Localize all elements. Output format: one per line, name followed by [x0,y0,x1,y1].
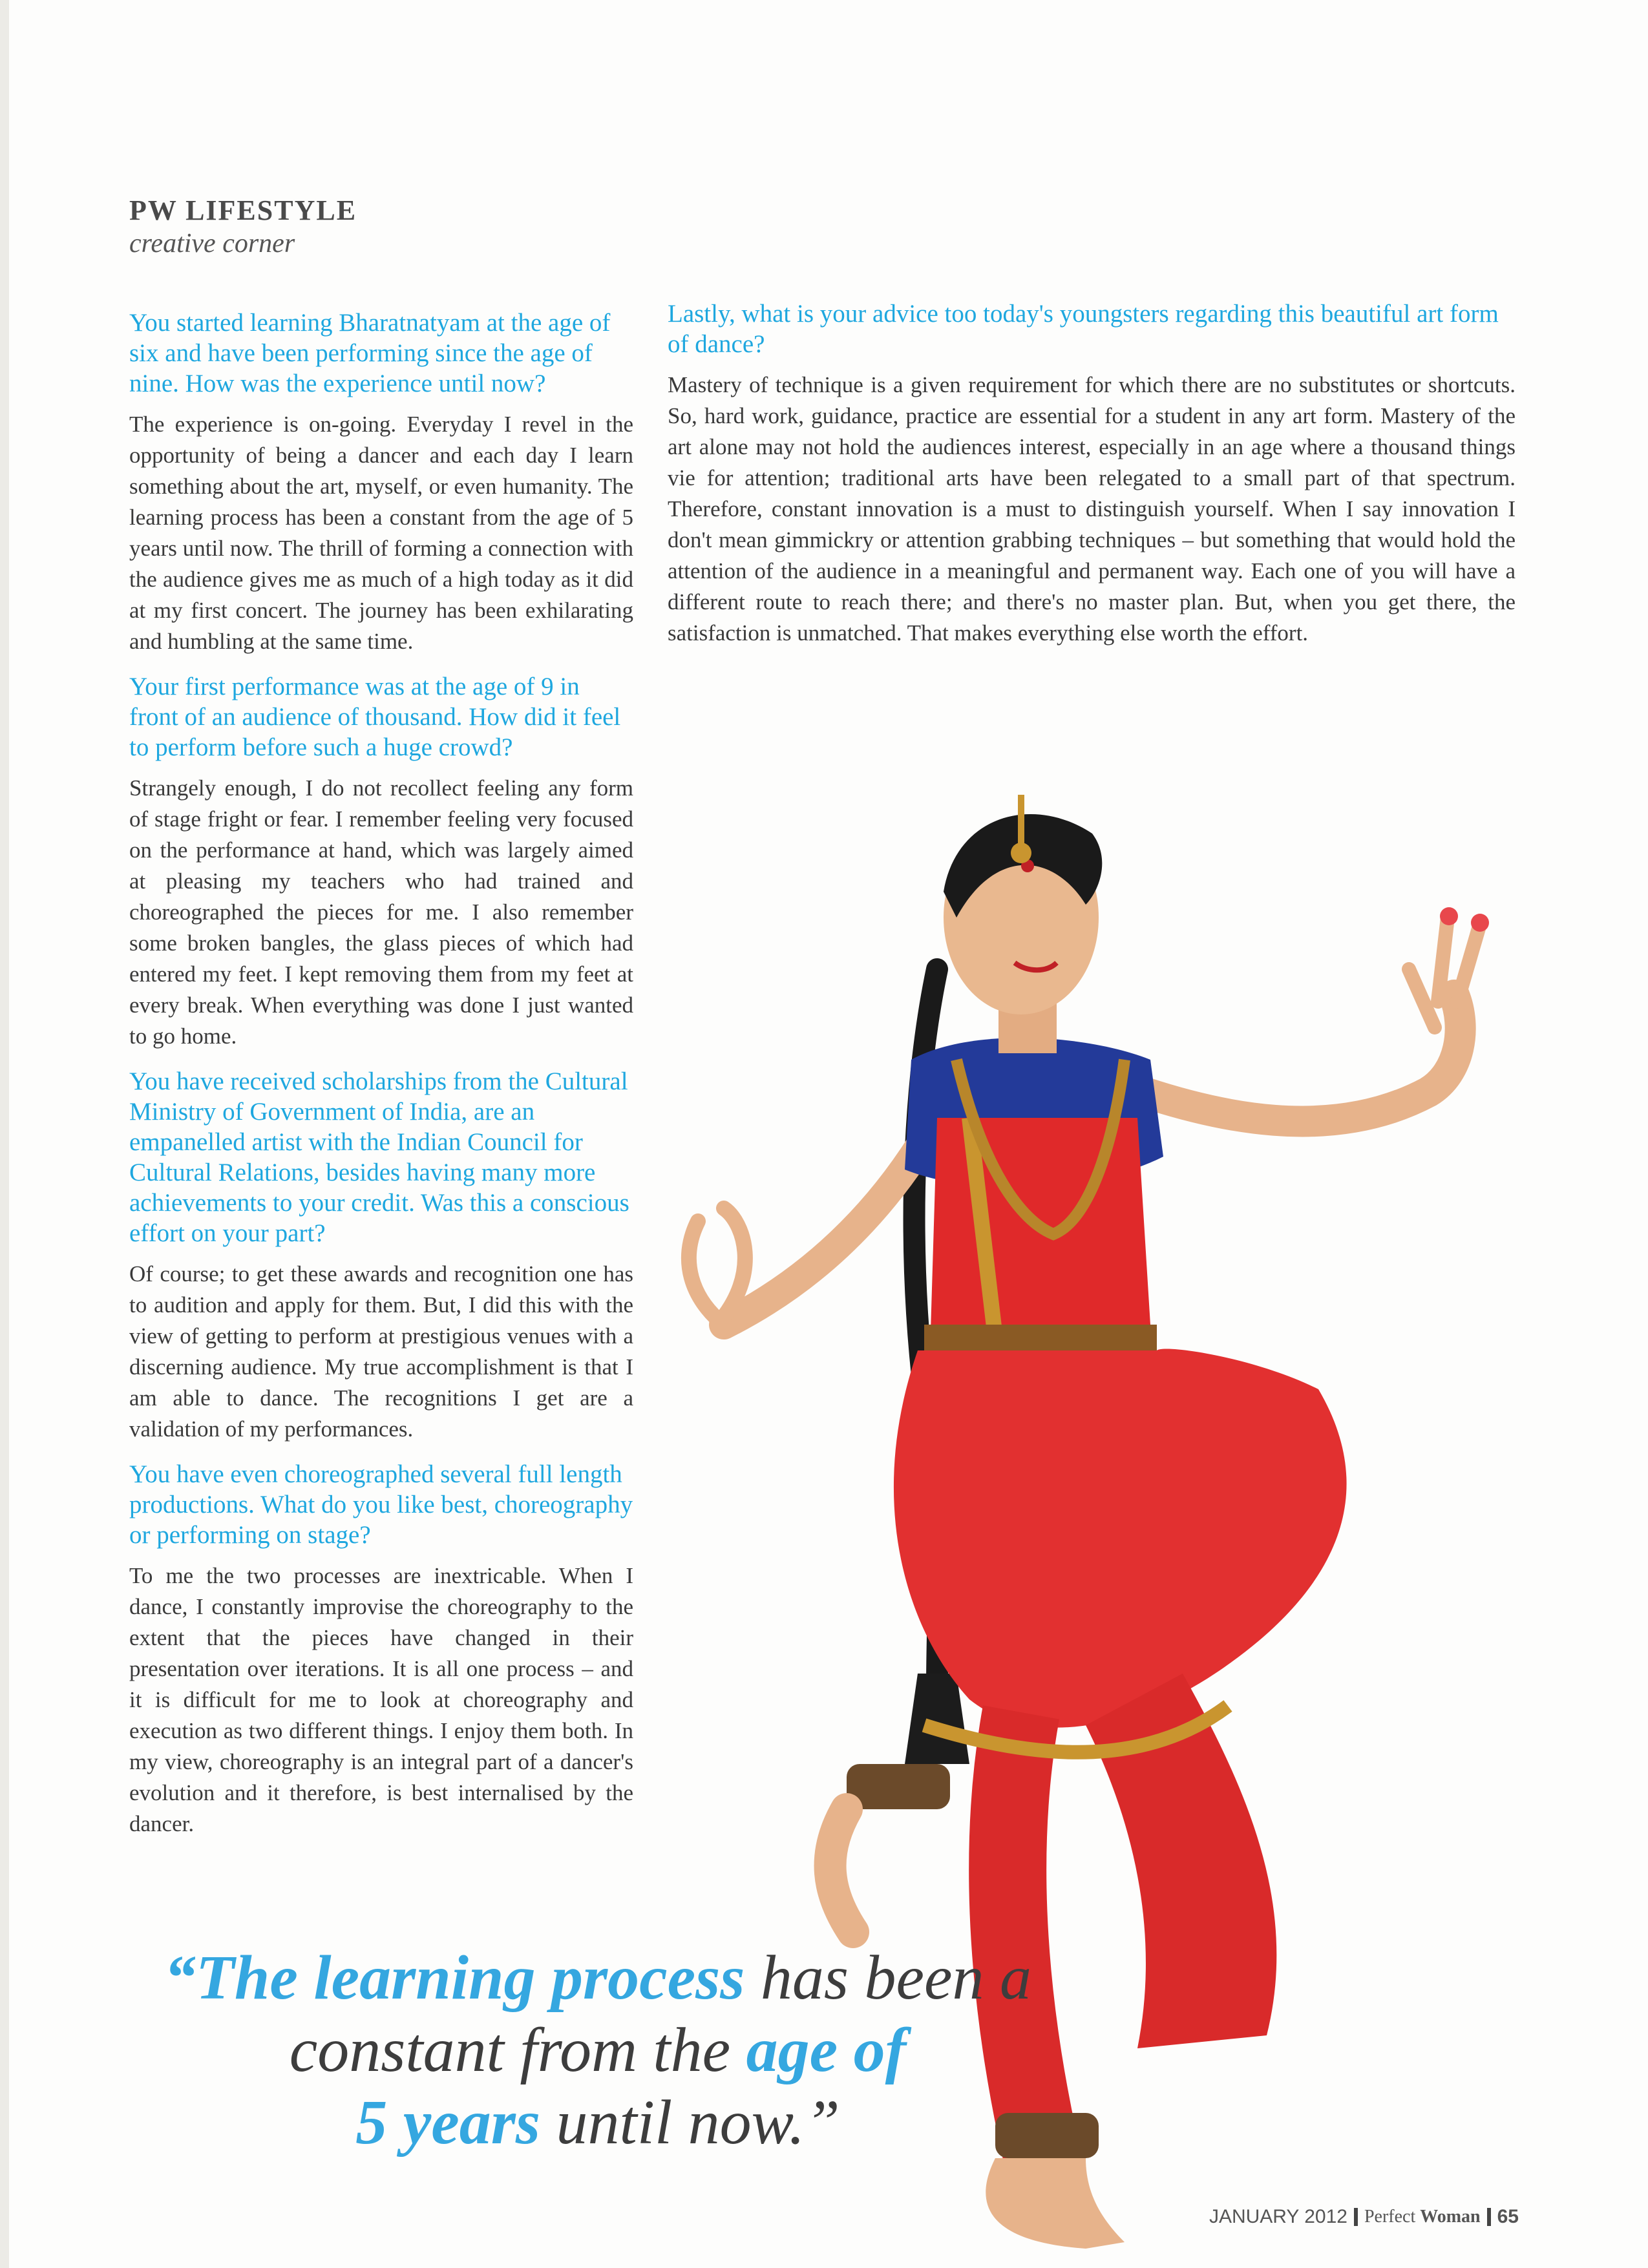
answer: Mastery of technique is a given requirement for which there are no substitutes or shortcuts. So, hard work, guidance, practice are essential for a student in any art form. Mastery of the art alone may not hold the audiences interest, especially in an age where a thousand things vie for attention; traditional arts have been relegated to a small part of that spectrum. Therefore, constant innovation is a must to distinguish yourself. When I say innovation I don't mean gimmickry or attention grabbing techniques – but something that would hold the attention of the audience in a meaningful and permanent way. Each one of you will have a different route to reach there; and there's no master plan. But, when you get there, the satisfaction is unmatched. That makes everything else worth the effort. [668,372,1516,646]
footer-divider [1487,2208,1491,2226]
pull-quote [97,1942,1099,2159]
qa-block [129,1459,633,1840]
pull-quote-text: until now.” [540,2088,840,2158]
pull-quote-text: constant from the [289,2015,746,2085]
answer: To me the two processes are inextricable. When I dance, I constantly improvise the choreography to the extent that the pieces have changed in their presentation over iterations. It is all one process – and it is difficult for me to look at choreography and execution as two different things. I enjoy them both. In my view, choreography is an integral part of a dancer's evolution and it therefore, is best internalised by the dancer. [129,1563,633,1836]
right-column [668,299,1516,663]
qa-block [129,308,633,657]
qa-block [129,671,633,1052]
pull-quote-text: has been a [745,1943,1031,2013]
pull-quote-highlight: 5 years [355,2088,540,2158]
page-footer [1209,2206,1519,2228]
question: Your first performance was at the age of 9 in front of an audience of thousand. How did it feel to perform before such a huge crowd? [129,673,621,761]
question: Lastly, what is your advice too today's youngsters regarding this beautiful art form of dance? [668,300,1499,358]
magazine-name [1364,2207,1481,2227]
magazine-name-b: Woman [1420,2207,1481,2227]
magazine-name-a: Perfect [1364,2207,1416,2227]
answer: Of course; to get these awards and recognition one has to audition and apply for them. But, I did this with the view of getting to perform at prestigious venues with a discerning audience. My true accomplishment is that I am able to dance. The recognitions I get are a validation of my performances. [129,1261,633,1442]
section-subtitle: creative corner [129,229,295,258]
footer-divider [1354,2208,1358,2226]
pull-quote-highlight: “The learning process [164,1943,745,2013]
qa-block [129,1066,633,1445]
page-number: 65 [1497,2206,1519,2227]
section-name: PW LIFESTYLE [129,194,357,226]
page-edge [0,0,9,2268]
question: You started learning Bharatnatyam at the age of six and have been performing since the age of nine. How was the experience until now? [129,309,611,397]
question: You have received scholarships from the Cultural Ministry of Government of India, are an empanelled artist with the Indian Council for Cultural Relations, besides having many more achievements to your credit. Was this a conscious effort on your part? [129,1067,629,1247]
section-header [129,194,357,259]
answer: The experience is on-going. Everyday I revel in the opportunity of being a dancer and each day I learn something about the art, myself, or even humanity. The learning process has been a constant from the age of 5 years until now. The thrill of forming a connection with the audience gives me as much of a high today as it did at my first concert. The journey has been exhilarating and humbling at the same time. [129,412,633,654]
qa-block [668,299,1516,649]
left-column [129,304,633,1854]
question: You have even choreographed several full length productions. What do you like best, choreography or performing on stage? [129,1460,633,1549]
pull-quote-highlight: age of [746,2015,907,2085]
issue-date: JANUARY 2012 [1209,2206,1347,2227]
answer: Strangely enough, I do not recollect feeling any form of stage fright or fear. I remember feeling very focused on the performance at hand, which was largely aimed at pleasing my teachers who had trained and choreographed the pieces for me. I also remember some broken bangles, the glass pieces of which had entered my feet. I kept removing them from my feet at every break. When everything was done I just wanted to go home. [129,775,633,1049]
